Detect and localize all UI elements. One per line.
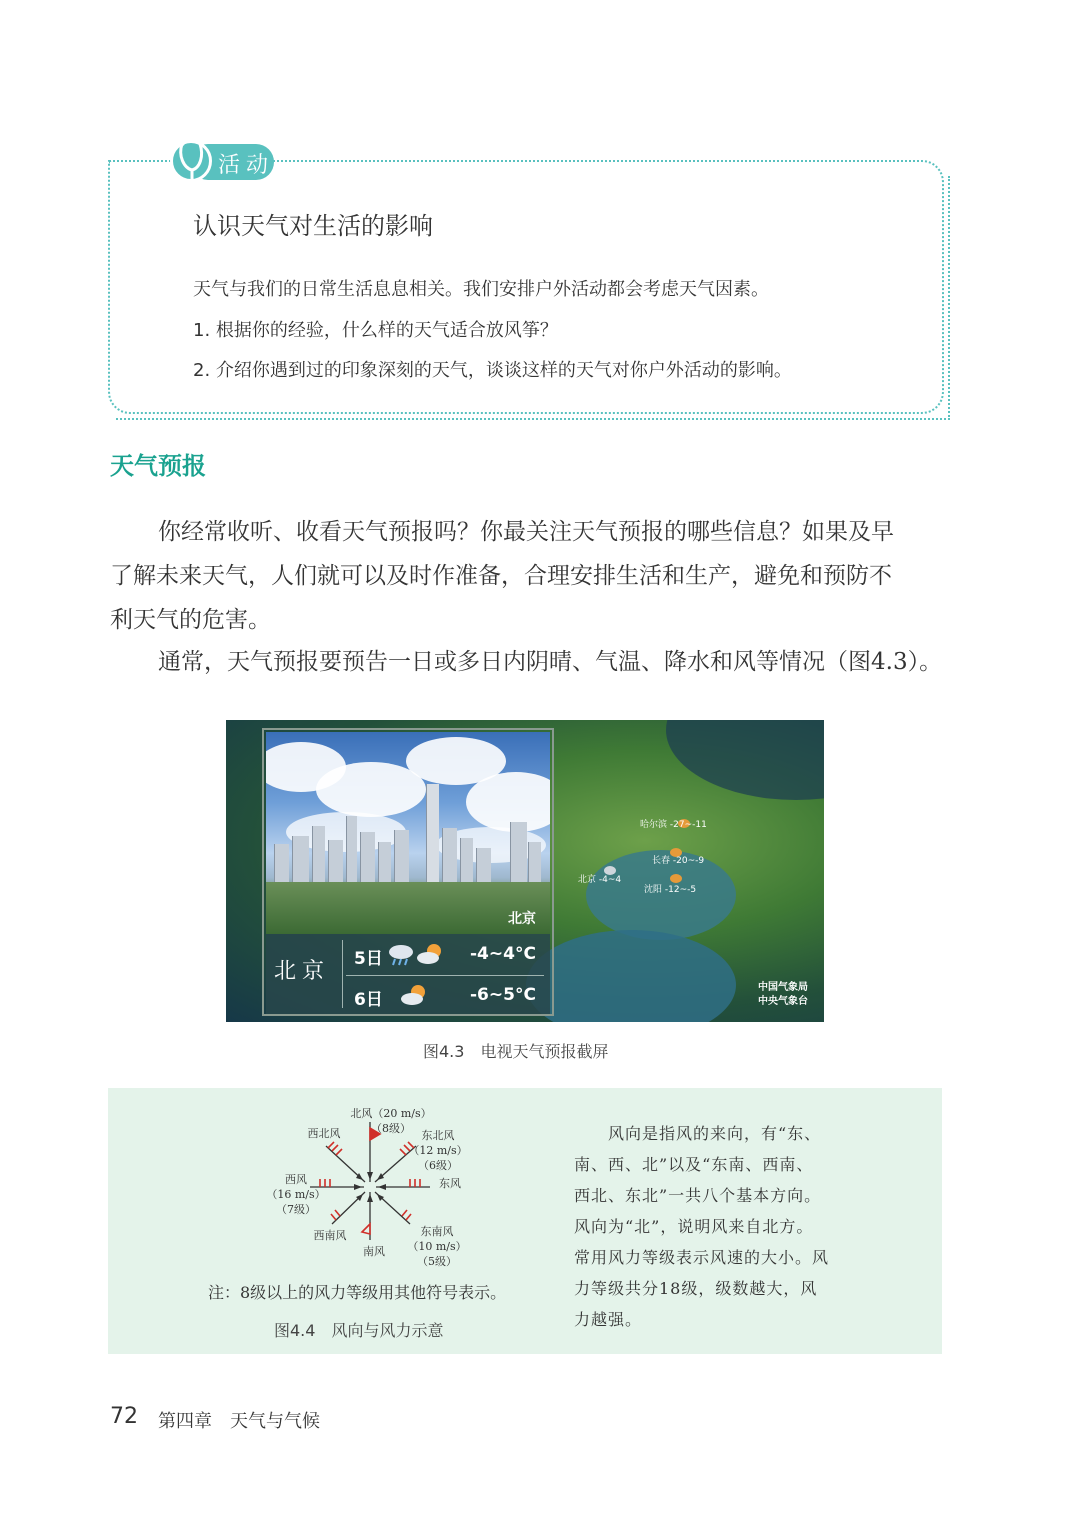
building <box>528 842 541 882</box>
wind-feather-southeast <box>402 1210 407 1216</box>
wind-label-northwest: 西北风 <box>307 1127 341 1140</box>
forecast-day-2: 6日 <box>354 990 383 1010</box>
wind-feather-northeast <box>400 1149 406 1155</box>
building <box>442 828 457 882</box>
wind-explanation <box>574 1118 850 1335</box>
wind-text-line: 风向是指风的来向，有“东、 <box>608 1124 822 1143</box>
wind-label-west: 西风 （16 m/s） （7级） <box>266 1173 326 1216</box>
arrowhead <box>367 1194 373 1202</box>
paragraph-1-line-1: 你经常收听、收看天气预报吗？你最关注天气预报的哪些信息？如果及早 <box>158 519 894 545</box>
cloud <box>466 772 550 832</box>
wind-note: 注：8级以上的风力等级用其他符号表示。 <box>208 1283 507 1302</box>
building <box>460 838 473 882</box>
wind-feather-northwest <box>336 1149 342 1155</box>
stethoscope-icon <box>174 136 210 182</box>
map-sea-yellow <box>526 930 736 1022</box>
building <box>292 836 309 882</box>
activity-item-1: 1. 根据你的经验，什么样的天气适合放风筝？ <box>193 320 558 341</box>
wind-feather-northwest <box>332 1145 338 1151</box>
wind-feather-southwest <box>331 1214 336 1220</box>
building <box>510 822 527 882</box>
wind-text-line: 常用风力等级表示风速的大小。风 <box>574 1248 830 1267</box>
wind-label-southwest: 西南风 <box>313 1229 347 1242</box>
wind-label-south: 南风 <box>363 1245 385 1258</box>
forecast-temp-1: -4~4°C <box>470 944 536 964</box>
wind-label-southeast: 东南风 （10 m/s） （5级） <box>407 1225 467 1268</box>
arrowhead <box>378 1184 386 1190</box>
map-city-harbin: 哈尔滨 -27~-11 <box>640 820 707 830</box>
page-number: 72 <box>110 1404 138 1429</box>
agency-line-2: 中央气象台 <box>758 996 808 1007</box>
building <box>360 832 375 882</box>
wind-text-line: 南、西、北”以及“东南、西南、 <box>574 1155 814 1174</box>
wind-text-line: 力越强。 <box>574 1310 643 1329</box>
wind-label-northeast: 东北风 （12 m/s） （6级） <box>408 1129 468 1172</box>
map-city-shenyang: 沈阳 -12~-5 <box>644 885 697 895</box>
map-space-shade <box>666 720 824 800</box>
tv-forecast-screenshot <box>226 720 824 1022</box>
partly-cloudy-icon <box>400 983 430 1007</box>
wind-text-line: 力等级共分18级，级数越大，风 <box>574 1279 818 1298</box>
wind-feather-northwest <box>328 1142 334 1148</box>
partly-cloudy-icon <box>416 942 446 966</box>
photo-city-label: 北京 <box>508 911 536 927</box>
activity-shadow-bottom <box>116 418 950 420</box>
map-city-beijing: 北京 -4~4 <box>578 875 622 885</box>
wind-flag-south <box>362 1224 370 1234</box>
activity-item-2: 2. 介绍你遇到过的印象深刻的天气，谈谈这样的天气对你户外活动的影响。 <box>193 360 792 381</box>
rain-cloud-icon <box>386 942 416 966</box>
wind-feather-southwest <box>335 1210 340 1216</box>
activity-badge <box>160 136 274 184</box>
activity-shadow-right <box>948 176 950 420</box>
forecast-row-divider <box>346 975 544 976</box>
wind-feather-southeast <box>406 1214 411 1220</box>
activity-badge-label: 活动 <box>218 153 275 178</box>
agency-line-1: 中国气象局 <box>758 982 808 993</box>
map-city-changchun: 长春 -20~-9 <box>652 856 705 866</box>
paragraph-2: 通常，天气预报要预告一日或多日内阴晴、气温、降水和风等情况（图4.3）。 <box>158 649 943 675</box>
tower-building <box>426 784 439 882</box>
city-skyline-photo <box>266 732 550 934</box>
paragraph-1-line-3: 利天气的危害。 <box>110 607 271 633</box>
arrowhead <box>377 1173 384 1180</box>
figure-4-4-caption: 图4.4 风向与风力示意 <box>274 1321 444 1340</box>
wind-label-north: 北风（20 m/s） （8级） <box>350 1107 432 1135</box>
activity-title: 认识天气对生活的影响 <box>193 212 433 240</box>
building <box>312 826 325 882</box>
activity-intro: 天气与我们的日常生活息息相关。我们安排户外活动都会考虑天气因素。 <box>193 279 769 300</box>
figure-4-3-caption: 图4.3 电视天气预报截屏 <box>423 1042 609 1061</box>
building <box>394 830 409 882</box>
building <box>274 844 289 882</box>
wind-label-east: 东风 <box>439 1177 461 1190</box>
building <box>328 840 343 882</box>
building <box>378 842 391 882</box>
building <box>476 848 491 882</box>
arrowhead <box>354 1184 362 1190</box>
wind-text-line: 西北、东北”一共八个基本方向。 <box>574 1186 822 1205</box>
forecast-day-1: 5日 <box>354 949 383 969</box>
forecast-bar <box>266 934 550 1014</box>
forecast-divider <box>342 940 343 1008</box>
section-title: 天气预报 <box>110 451 206 480</box>
chapter-title: 第四章 天气与气候 <box>158 1411 320 1432</box>
forecast-city: 北京 <box>274 959 331 984</box>
paragraph-1-line-2: 了解未来天气，人们就可以及时作准备，合理安排生活和生产，避免和预防不 <box>110 563 892 589</box>
forecast-temp-2: -6~5°C <box>470 985 536 1005</box>
paragraph-1 <box>110 510 945 642</box>
building <box>346 816 357 882</box>
arrowhead <box>367 1172 373 1180</box>
wind-text-line: 风向为“北”，说明风来自北方。 <box>574 1217 814 1236</box>
